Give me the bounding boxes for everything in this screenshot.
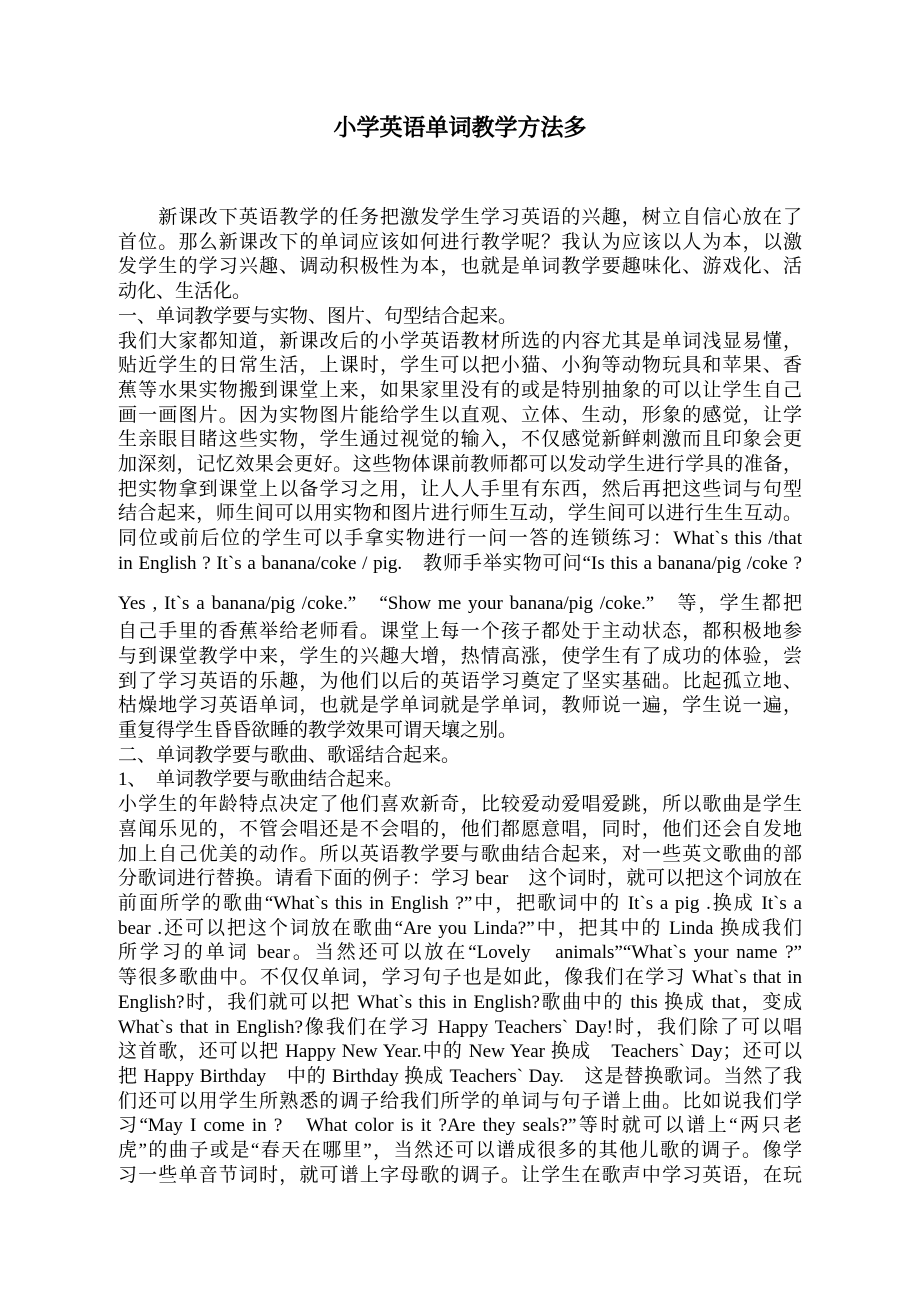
document-line: bear .还可以把这个词放在歌曲“Are you Linda?”中，把其中的 Linda 换成我们	[118, 917, 802, 939]
document-line: 同位或前后位的学生可以手拿实物进行一问一答的连锁练习：What`s this /that	[118, 528, 802, 550]
document-line: 重复得学生昏昏欲睡的教学效果可谓天壤之别。	[118, 720, 518, 742]
document-line: 把实物拿到课堂上以备学习之用，让人人手里有东西，然后再把这些词与句型	[118, 478, 802, 500]
document-line: 我们大家都知道，新课改后的小学英语教材所选的内容尤其是单词浅显易懂，	[118, 330, 802, 352]
document-line: in English ? It`s a banana/coke / pig. 教师手举实物可问“Is this a banana/pig /coke ?	[118, 552, 802, 574]
document-line: 分歌词进行替换。请看下面的例子：学习 bear 这个词时，就可以把这个词放在	[118, 868, 802, 890]
document-line: 等很多歌曲中。不仅仅单词，学习句子也是如此，像我们在学习 What`s that in	[118, 967, 802, 989]
document-line: 二、单词教学要与歌曲、歌谣结合起来。	[118, 744, 461, 766]
document-line: 这首歌，还可以把 Happy New Year.中的 New Year 换成 Teachers` Day；还可以	[118, 1041, 802, 1063]
document-line: 加上自己优美的动作。所以英语教学要与歌曲结合起来，对一些英文歌曲的部	[118, 843, 802, 865]
document-line: 发学生的学习兴趣、调动积极性为本，也就是单词教学要趣味化、游戏化、活	[118, 256, 802, 278]
document-line: 加深刻，记忆效果会更好。这些物体课前教师都可以发动学生进行学具的准备，	[118, 454, 802, 476]
document-line: 首位。那么新课改下的单词应该如何进行教学呢？我认为应该以人为本，以激	[118, 231, 802, 253]
document-line: 虎”的曲子或是“春天在哪里”，当然还可以谱成很多的其他儿歌的调子。像学	[118, 1140, 802, 1162]
document-line: 小学生的年龄特点决定了他们喜欢新奇，比较爱动爱唱爱跳，所以歌曲是学生	[118, 794, 802, 816]
document-line: 1、 单词教学要与歌曲结合起来。	[118, 769, 404, 791]
document-line: Yes , It`s a banana/pig /coke.” “Show me your banana/pig /coke.” 等，学生都把	[118, 592, 802, 614]
document-line: 贴近学生的日常生活，上课时，学生可以把小猫、小狗等动物玩具和苹果、香	[118, 355, 802, 377]
document-line: 生亲眼目睹这些实物，学生通过视觉的输入，不仅感觉新鲜刺激而且印象会更	[118, 429, 802, 451]
document-line: 所学习的单词 bear。当然还可以放在“Lovely animals”“What`s your name ?”	[118, 942, 802, 964]
document-line: 自己手里的香蕉举给老师看。课堂上每一个孩子都处于主动状态，都积极地参	[118, 621, 802, 643]
document-line: 蕉等水果实物搬到课堂上来，如果家里没有的或是特别抽象的可以让学生自己	[118, 379, 802, 401]
document-line: 习一些单音节词时，就可谱上字母歌的调子。让学生在歌声中学习英语，在玩	[118, 1164, 802, 1186]
document-line: 一、单词教学要与实物、图片、句型结合起来。	[118, 305, 518, 327]
document-line: 枯燥地学习英语单词，也就是学单词就是学单词，教师说一遍，学生说一遍，	[118, 695, 802, 717]
document-line: 把 Happy Birthday 中的 Birthday 换成 Teachers` Day. 这是替换歌词。当然了我	[118, 1065, 802, 1087]
document-line: 与到课堂教学中来，学生的兴趣大增，热情高涨，使学生有了成功的体验，尝	[118, 645, 802, 667]
document-line: 新课改下英语教学的任务把激发学生学习英语的兴趣，树立自信心放在了	[118, 207, 802, 228]
document-body	[118, 206, 802, 1188]
document-line: 到了学习英语的乐趣，为他们以后的英语学习奠定了坚实基础。比起孤立地、	[118, 670, 802, 692]
document-title: 小学英语单词教学方法多	[333, 115, 587, 140]
document-line: 画一画图片。因为实物图片能给学生以直观、立体、生动，形象的感觉，让学	[118, 404, 802, 426]
document-line: 动化、生活化。	[118, 281, 252, 303]
document-line: 们还可以用学生所熟悉的调子给我们所学的单词与句子谱上曲。比如说我们学	[118, 1090, 802, 1112]
document-line: What`s that in English?像我们在学习 Happy Teachers` Day!时，我们除了可以唱	[118, 1016, 802, 1038]
document-line: English?时，我们就可以把 What`s this in English?歌曲中的 this 换成 that，变成	[118, 991, 802, 1013]
document-line: 习“May I come in ? What color is it ?Are they seals?”等时就可以谱上“两只老	[118, 1115, 802, 1137]
document-line: 结合起来，师生间可以用实物和图片进行师生互动，学生间可以进行生生互动。	[118, 503, 802, 525]
document-line: 前面所学的歌曲“What`s this in English ?”中，把歌词中的 It`s a pig .换成 It`s a	[118, 892, 802, 914]
document-line: 喜闻乐见的，不管会唱还是不会唱的，他们都愿意唱，同时，他们还会自发地	[118, 818, 802, 840]
